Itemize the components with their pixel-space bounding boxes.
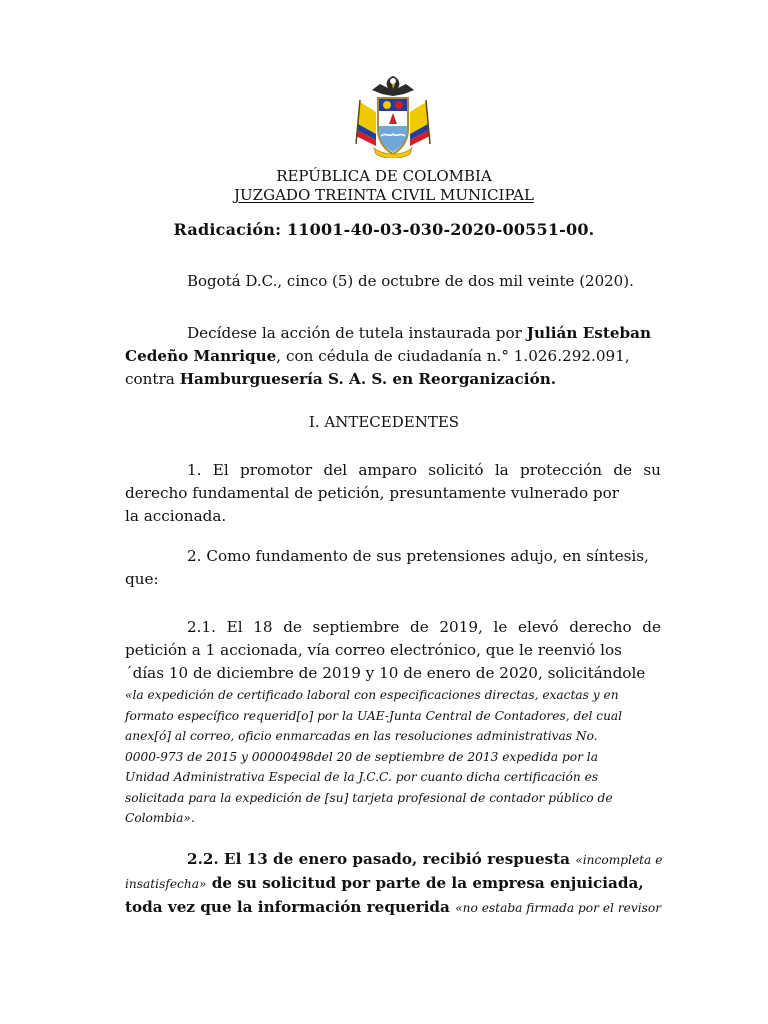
antecedente-1-line-1	[125, 459, 661, 482]
intro-text: Decídese la acción de tutela instaurada por	[187, 324, 522, 342]
p3-word: El	[226, 618, 243, 636]
quote-line-6: solicitada para la expedición de [su] tarjeta profesional de contador público de	[125, 790, 613, 805]
intro-paragraph	[125, 322, 661, 391]
antecedente-2	[125, 545, 661, 591]
antecedente-2-2	[125, 848, 661, 920]
p22-bold-2: de su solicitud por parte de la empresa enjuiciada,	[211, 874, 644, 892]
p1-word: promotor	[240, 461, 313, 479]
p3-word: septiembre	[312, 618, 400, 636]
quote-line-4: 0000-973 de 2015 y 00000498del 20 de septiembre de 2013 expedida por la	[125, 749, 598, 764]
antecedente-1-line-2: derecho fundamental de petición, presuntamente vulnerado por	[125, 484, 620, 502]
radicacion-number: Radicación: 11001-40-03-030-2020-00551-00.	[173, 220, 595, 239]
antecedente-2-2-line-2	[125, 872, 661, 896]
p3-word: 2019,	[439, 618, 483, 636]
actor-name-part1: Julián Esteban	[526, 324, 652, 342]
p1-word: amparo	[358, 461, 417, 479]
p22-italic-3: «no estaba firmada por el revisor	[455, 901, 662, 915]
defendant-name: Hamburguesería S. A. S. en Reorganización.	[179, 370, 557, 388]
p3-word: derecho	[569, 618, 632, 636]
antecedente-1	[125, 459, 661, 528]
p1-word: la	[494, 461, 509, 479]
p22-italic-1: «incompleta e	[575, 853, 663, 867]
p1-word: protección	[520, 461, 603, 479]
p1-word: su	[643, 461, 661, 479]
p1-word: de	[613, 461, 633, 479]
p22-bold-1: 2.2. El 13 de enero pasado, recibió respuesta	[187, 850, 571, 868]
antecedente-2-2-line-3	[125, 896, 661, 920]
p3-word: le	[493, 618, 508, 636]
quote-line-3: anex[ó] al correo, oficio enmarcadas en las resoluciones administrativas No.	[125, 729, 598, 743]
antecedente-2-line-2: que:	[125, 570, 159, 588]
p22-italic-2: insatisfecha»	[125, 877, 207, 891]
p1-word: El	[212, 461, 229, 479]
antecedente-1-line-3: la accionada.	[125, 507, 227, 525]
p3-word: de	[642, 618, 661, 636]
actor-id-text: , con cédula de ciudadanía n.° 1.026.292.091,	[276, 347, 630, 365]
intro-line-3	[125, 368, 661, 391]
header-republica: REPÚBLICA DE COLOMBIA	[276, 167, 492, 185]
quote-line-2: formato específico requerid[o] por la UAE-Junta Central de Contadores, del cual	[125, 708, 623, 723]
antecedente-2-2-line-1	[125, 848, 661, 872]
antecedente-2-1	[125, 616, 661, 685]
antecedente-2-1-line-2: petición a 1 accionada, vía correo electrónico, que le reenvió los	[125, 641, 622, 659]
antecedente-2-1-line-1	[125, 616, 661, 639]
quote-line-1: «la expedición de certificado laboral con especificaciones directas, exactas y en	[125, 688, 619, 702]
p1-word: del	[323, 461, 348, 479]
p3-word: de	[410, 618, 429, 636]
p3-word: 2.1.	[187, 618, 216, 636]
quoted-request	[125, 685, 661, 829]
p22-bold-3: toda vez que la información requerida	[125, 898, 450, 916]
intro-line-2	[125, 345, 661, 368]
p1-word: 1.	[187, 461, 202, 479]
antecedente-2-line-1: 2. Como fundamento de sus pretensiones adujo, en síntesis,	[187, 547, 649, 565]
quote-line-7: Colombia».	[125, 811, 195, 825]
section-title: I. ANTECEDENTES	[308, 413, 460, 431]
contra-text: contra	[125, 370, 175, 388]
p3-word: 18	[253, 618, 273, 636]
p1-word: solicitó	[428, 461, 484, 479]
antecedente-2-1-line-3: ´días 10 de diciembre de 2019 y 10 de enero de 2020, solicitándole	[125, 664, 646, 682]
coat-of-arms-icon	[352, 72, 434, 158]
intro-line-1	[125, 322, 661, 345]
actor-name-part2: Cedeño Manrique	[125, 347, 277, 365]
p3-word: de	[283, 618, 302, 636]
header-juzgado: JUZGADO TREINTA CIVIL MUNICIPAL	[234, 186, 534, 204]
quote-line-5: Unidad Administrativa Especial de la J.C.C. por cuanto dicha certificación es	[125, 770, 599, 784]
document-date: Bogotá D.C., cinco (5) de octubre de dos mil veinte (2020).	[187, 272, 634, 290]
p3-word: elevó	[518, 618, 559, 636]
